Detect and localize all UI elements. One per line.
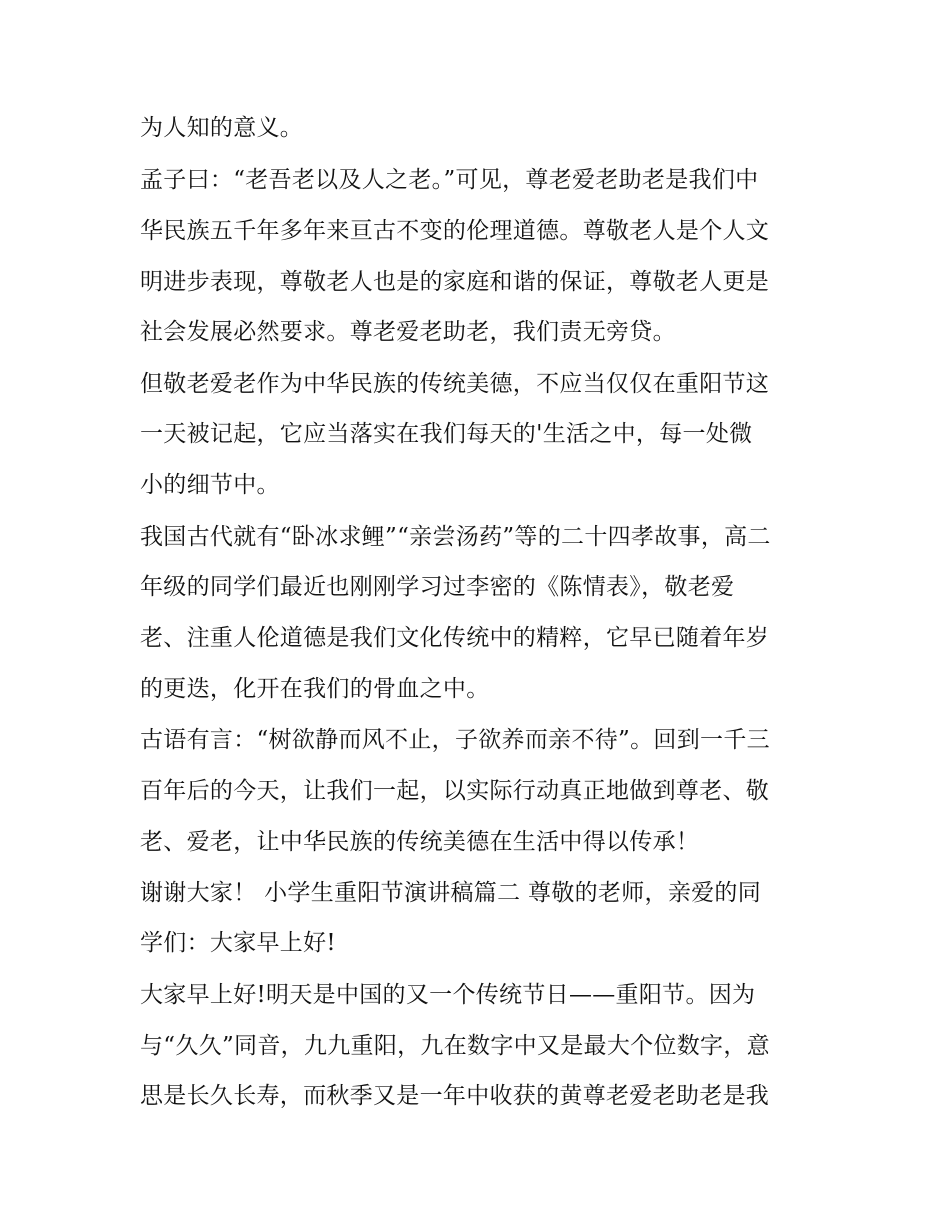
text-line: 社会发展必然要求。尊老爱老助老，我们责无旁贷。 [140,319,676,345]
text-line: 的更迭，化开在我们的骨血之中。 [140,676,490,702]
text-line: 孟子曰：“老吾老以及人之老。”可见，尊老爱老助老是我们中 [140,167,759,193]
text-line: 大家早上好!明天是中国的又一个传统节日——重阳节。因为 [140,982,756,1008]
text-line: 一天被记起，它应当落实在我们每天的'生活之中，每一处微 [140,421,753,447]
text-line: 为人知的意义。 [140,115,304,141]
text-line: 谢谢大家！ 小学生重阳节演讲稿篇二 尊敬的老师，亲爱的同 [140,880,762,906]
text-line: 百年后的今天，让我们一起，以实际行动真正地做到尊老、敬 [140,778,770,804]
text-line: 古语有言：“树欲静而风不止，子欲养而亲不待”。回到一千三 [140,727,770,753]
text-line: 老、注重人伦道德是我们文化传统中的精粹，它早已随着年岁 [140,625,770,651]
text-line: 学们：大家早上好! [140,930,336,956]
text-line: 我国古代就有“卧冰求鲤”“亲尝汤药”等的二十四孝故事，高二 [140,524,771,550]
text-line: 小的细节中。 [140,472,280,498]
text-line: 与“久久”同音，九九重阳，九在数字中又是最大个位数字，意 [140,1033,770,1059]
text-line: 但敬老爱老作为中华民族的传统美德，不应当仅仅在重阳节这 [140,371,770,397]
text-line: 老、爱老，让中华民族的传统美德在生活中得以传承！ [140,829,700,855]
text-line: 明进步表现，尊敬老人也是的家庭和谐的保证，尊敬老人更是 [140,269,770,295]
text-line: 思是长久长寿，而秋季又是一年中收获的黄尊老爱老助老是我 [140,1083,770,1109]
text-line: 华民族五千年多年来亘古不变的伦理道德。尊敬老人是个人文 [140,218,770,244]
text-line: 年级的同学们最近也刚刚学习过李密的《陈情表》，敬老爱 [140,574,735,600]
